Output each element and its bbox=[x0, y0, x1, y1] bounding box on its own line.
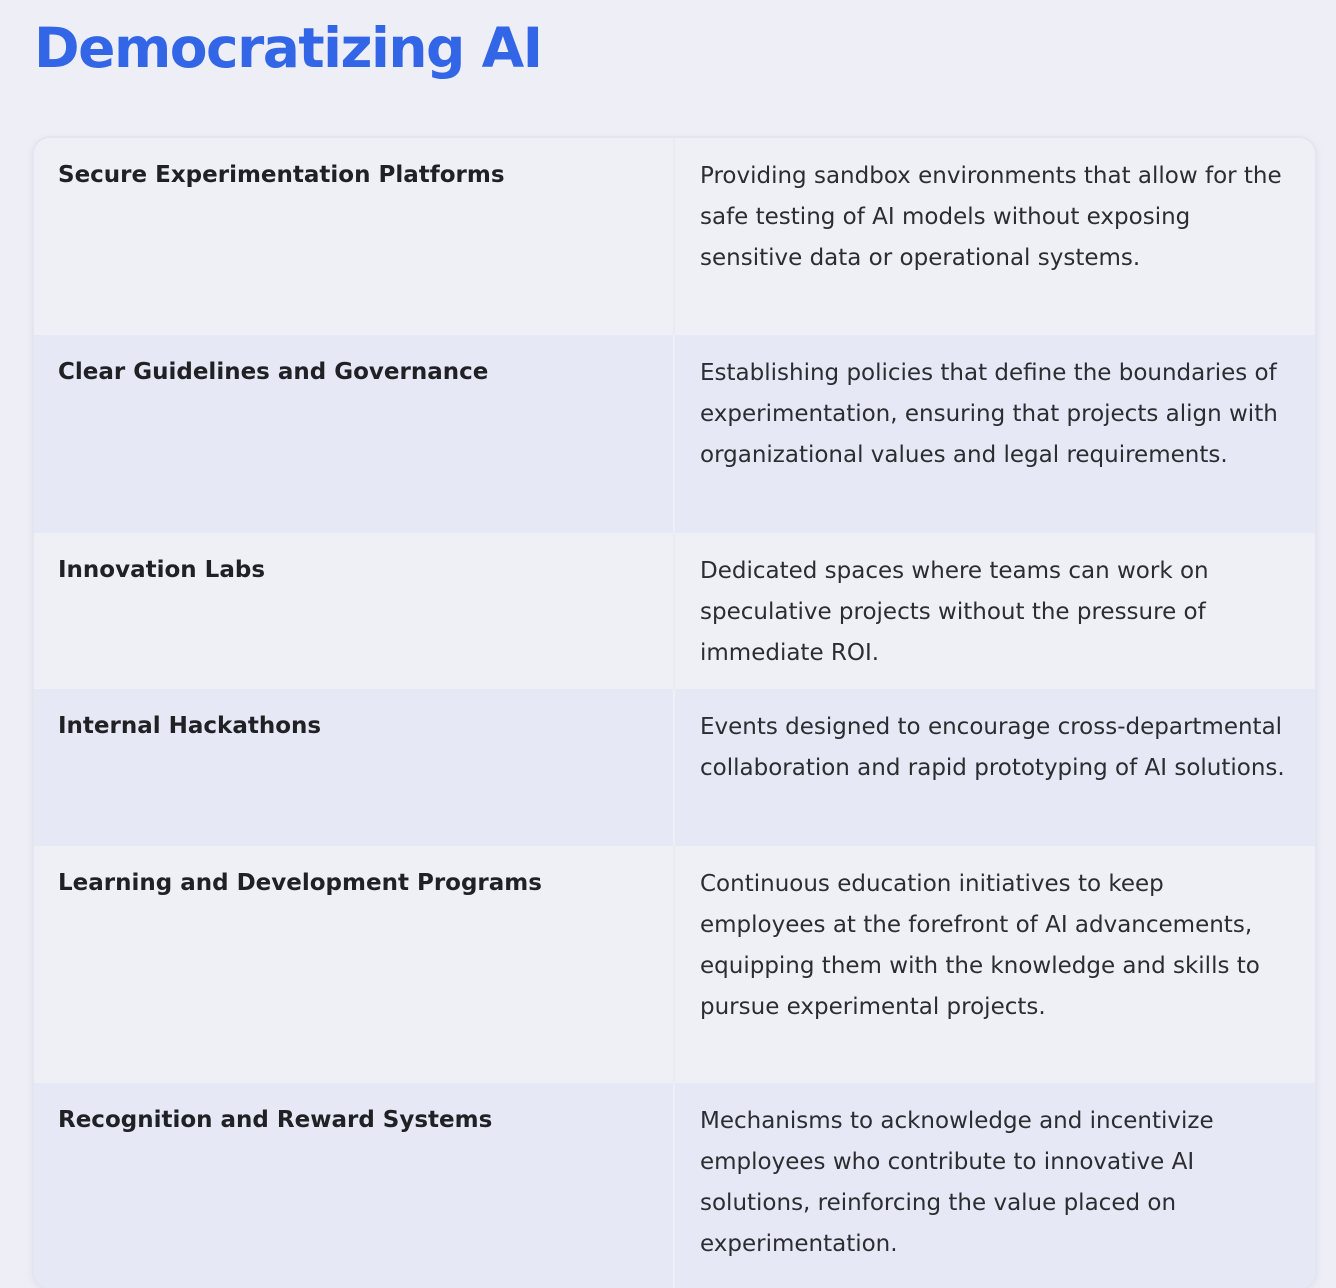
table-row bbox=[34, 846, 1315, 1083]
row-term: Learning and Development Programs bbox=[34, 846, 675, 1083]
page-title: Democratizing AI bbox=[34, 16, 542, 80]
table-row bbox=[34, 1083, 1315, 1288]
table-row bbox=[34, 138, 1315, 335]
table-row bbox=[34, 689, 1315, 846]
row-description: Establishing policies that define the boundaries of experimentation, ensuring that projects align with organizational values and legal requirements. bbox=[700, 360, 1278, 468]
table-row bbox=[34, 335, 1315, 533]
row-term: Recognition and Reward Systems bbox=[34, 1083, 675, 1288]
row-description: Events designed to encourage cross-departmental collaboration and rapid prototyping of AI solutions. bbox=[700, 714, 1285, 781]
row-description: Continuous education initiatives to keep employees at the forefront of AI advancements, equipping them with the knowledge and skills to pursue experimental projects. bbox=[700, 871, 1260, 1020]
row-term: Innovation Labs bbox=[34, 533, 675, 689]
table-row bbox=[34, 533, 1315, 689]
row-description: Dedicated spaces where teams can work on speculative projects without the pressure of immediate ROI. bbox=[700, 558, 1209, 666]
initiatives-table bbox=[34, 138, 1315, 1288]
row-description: Mechanisms to acknowledge and incentivize employees who contribute to innovative AI solutions, reinforcing the value placed on experimentation. bbox=[700, 1108, 1214, 1257]
row-term: Clear Guidelines and Governance bbox=[34, 335, 675, 533]
row-term: Secure Experimentation Platforms bbox=[34, 138, 675, 335]
row-term: Internal Hackathons bbox=[34, 689, 675, 846]
row-description: Providing sandbox environments that allow for the safe testing of AI models without exposing sensitive data or operational systems. bbox=[700, 163, 1282, 271]
